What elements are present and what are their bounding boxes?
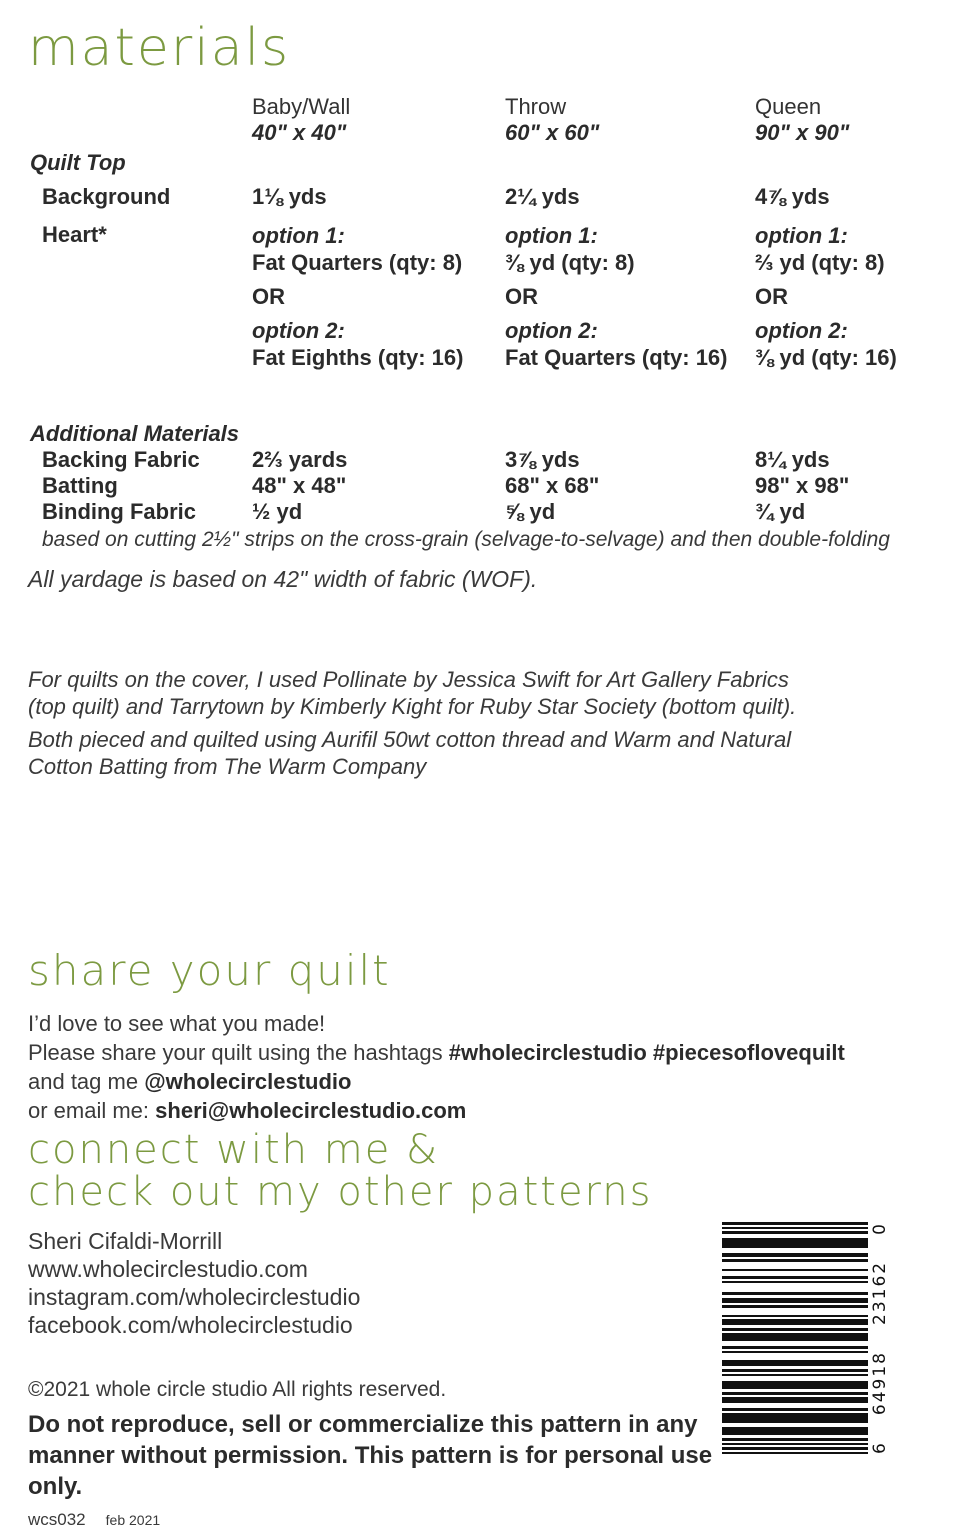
- cell-value: 48" x 48": [252, 473, 347, 498]
- copyright-text: ©2021 whole circle studio All rights reserved.: [28, 1378, 447, 1401]
- option1-label: option 1:: [505, 223, 598, 248]
- share-tag-handle: @wholecirclestudio: [144, 1069, 352, 1094]
- pattern-sku: wcs032: [28, 1510, 86, 1529]
- section-label-additional-materials: Additional Materials: [30, 421, 240, 446]
- usage-notice-line-1: Do not reproduce, sell or commercialize this pattern in any: [28, 1411, 698, 1438]
- column-header-baby-wall: [252, 94, 505, 146]
- share-email: sheri@wholecirclestudio.com: [155, 1098, 467, 1123]
- or-label: OR: [755, 284, 788, 309]
- note-cover-fabrics: For quilts on the cover, I used Pollinate by Jessica Swift for Art Gallery Fabrics (top quilt) and Tarrytown by Kimberly Kight for Ruby Star Society (bottom quilt).: [28, 667, 797, 719]
- or-label: OR: [252, 284, 285, 309]
- connect-heading-line-1: connect with me &: [28, 1127, 440, 1173]
- footer: [28, 1378, 728, 1530]
- cell-value: 2⅔ yards: [252, 447, 348, 472]
- cell-value: ¾ yd: [755, 499, 806, 524]
- option2-value: Fat Eighths (qty: 16): [252, 345, 464, 370]
- option1-label: option 1:: [252, 223, 345, 248]
- option2-value: ⅜ yd (qty: 16): [755, 345, 897, 370]
- option1-value: ⅜ yd (qty: 8): [505, 250, 635, 275]
- row-label: Batting: [42, 473, 118, 498]
- table-row-batting: [30, 473, 945, 499]
- note-thread-batting: Both pieced and quilted using Aurifil 50wt cotton thread and Warm and Natural Cotton Batting from The Warm Company: [28, 727, 792, 779]
- share-hashtags: #wholecirclestudio #piecesoflovequilt: [448, 1040, 845, 1065]
- table-row-background: [30, 184, 945, 210]
- option2-label: option 2:: [252, 318, 345, 343]
- barcode-digit-group: 64918: [870, 1351, 890, 1416]
- column-header-queen: [755, 94, 945, 146]
- connect-heading-line-2: check out my other patterns: [28, 1168, 653, 1215]
- section-label-quilt-top: Quilt Top: [30, 150, 126, 175]
- table-header-row: [30, 94, 945, 146]
- binding-note: based on cutting 2½" strips on the cross-grain (selvage-to-selvage) and then double-folding: [42, 528, 890, 551]
- cell-value: 68" x 68": [505, 473, 600, 498]
- share-line-4-text: or email me:: [28, 1098, 156, 1123]
- cell-value: 3⅞ yds: [505, 447, 580, 472]
- column-name: Baby/Wall: [252, 94, 351, 119]
- share-line-2-text: Please share your quilt using the hashtags: [28, 1040, 449, 1065]
- usage-notice: [28, 1409, 728, 1502]
- note-wof: All yardage is based on 42" width of fabric (WOF).: [28, 566, 538, 592]
- connect-heading: [28, 1127, 653, 1215]
- heart-cell-baby-wall: [252, 222, 505, 371]
- pattern-date: feb 2021: [105, 1512, 161, 1528]
- row-label: Binding Fabric: [42, 499, 196, 524]
- cell-value: ⅝ yd: [505, 499, 556, 524]
- option2-label: option 2:: [755, 318, 848, 343]
- table-row-binding-fabric: [30, 499, 945, 525]
- share-line-3: [28, 1067, 845, 1096]
- author-name: Sheri Cifaldi-Morrill: [28, 1228, 223, 1255]
- row-label: Heart*: [42, 222, 107, 247]
- table-row-heart: [30, 222, 945, 371]
- row-label: Background: [42, 184, 171, 209]
- instagram-url: instagram.com/wholecirclestudio: [28, 1284, 361, 1311]
- barcode-digit-group: 6: [870, 1441, 890, 1454]
- column-size: 60" x 60": [505, 120, 600, 145]
- option1-label: option 1:: [755, 223, 848, 248]
- column-name: Queen: [755, 94, 822, 119]
- column-name: Throw: [505, 94, 567, 119]
- cell-value: 98" x 98": [755, 473, 850, 498]
- cell-value: 4⅞ yds: [755, 184, 830, 209]
- materials-table: [30, 94, 945, 552]
- share-section: [28, 946, 845, 1125]
- cell-value: 8¼ yds: [755, 447, 830, 472]
- share-lines: [28, 1009, 845, 1125]
- share-heading: share your quilt: [28, 946, 391, 995]
- facebook-url: facebook.com/wholecirclestudio: [28, 1312, 353, 1339]
- cell-value: ½ yd: [252, 499, 303, 524]
- option1-value: Fat Quarters (qty: 8): [252, 250, 463, 275]
- share-line-3-text: and tag me: [28, 1069, 145, 1094]
- upc-barcode: [722, 1222, 892, 1458]
- option1-value: ⅔ yd (qty: 8): [755, 250, 885, 275]
- connect-section: [28, 1127, 653, 1339]
- connect-lines: [28, 1227, 653, 1339]
- column-size: 40" x 40": [252, 120, 347, 145]
- website-url: www.wholecirclestudio.com: [28, 1256, 308, 1283]
- option2-value: Fat Quarters (qty: 16): [505, 345, 728, 370]
- share-line-4: [28, 1096, 845, 1125]
- heart-cell-queen: [755, 222, 945, 371]
- or-label: OR: [505, 284, 538, 309]
- column-size: 90" x 90": [755, 120, 850, 145]
- usage-notice-line-2: manner without permission. This pattern is for personal use only.: [28, 1442, 713, 1500]
- barcode-bars: [722, 1222, 868, 1454]
- option2-label: option 2:: [505, 318, 598, 343]
- cell-value: 1⅛ yds: [252, 184, 327, 209]
- cell-value: 2¼ yds: [505, 184, 580, 209]
- share-line-1: I’d love to see what you made!: [28, 1011, 326, 1036]
- barcode-digits: [870, 1222, 892, 1454]
- sku-row: [28, 1510, 728, 1530]
- row-label: Backing Fabric: [42, 447, 200, 472]
- column-header-throw: [505, 94, 755, 146]
- share-line-2: [28, 1038, 845, 1067]
- barcode-digit-group: 0: [870, 1222, 890, 1235]
- barcode-digit-group: 23162: [870, 1260, 890, 1325]
- table-row-backing-fabric: [30, 447, 945, 473]
- heart-cell-throw: [505, 222, 755, 371]
- page-title: materials: [28, 18, 291, 78]
